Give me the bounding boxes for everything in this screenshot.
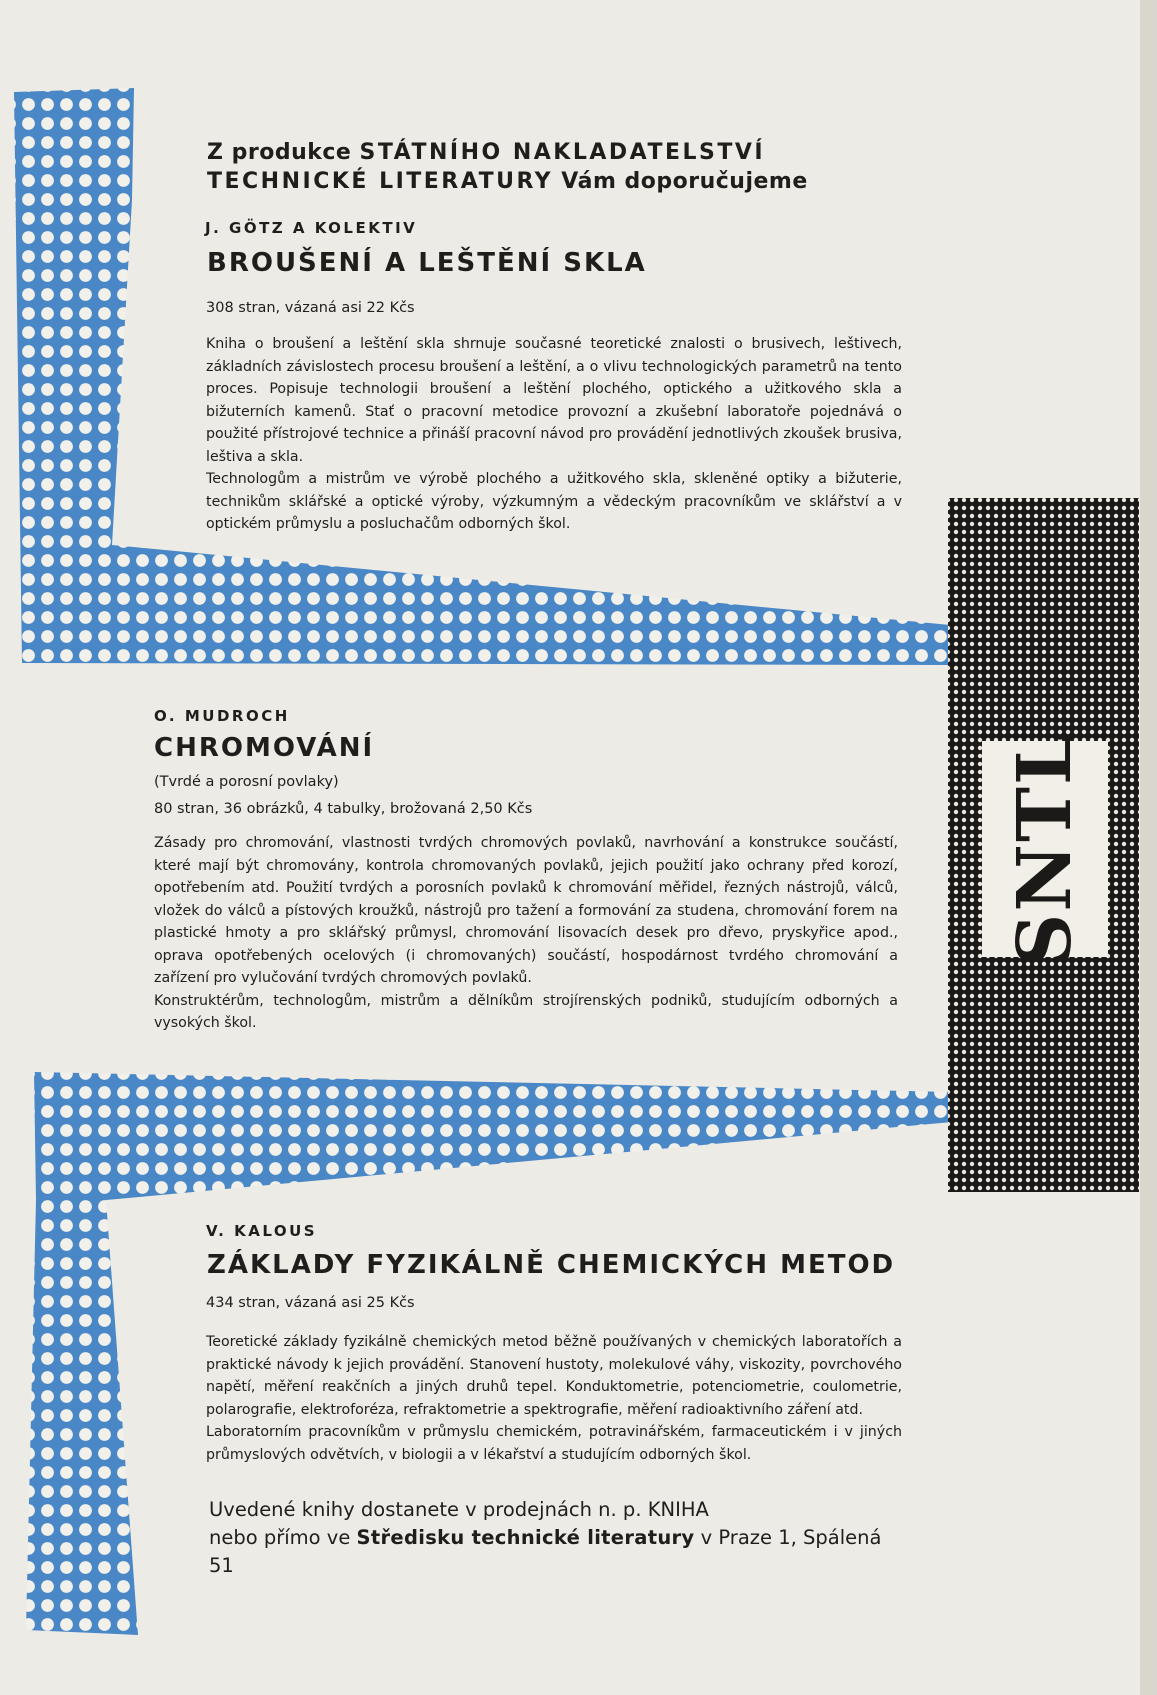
book-3-description-paragraph: Teoretické základy fyzikálně chemických metod běžně používaných v chemických laboratořích a praktické návody k jejich provádění. Stanovení hustoty, molekulové váhy, viskozity, povrchového napětí, měření reakčních a jiných druhů tepel. Konduktometrie, potenciometrie, coulometrie, polarografie, elektroforéza, refraktometrie a spektrografie, měření radioaktivního záření atd. bbox=[206, 1334, 902, 1418]
header-suffix: Vám doporučujeme bbox=[561, 169, 808, 194]
book-2-meta: 80 stran, 36 obrázků, 4 tabulky, brožovaná 2,50 Kčs bbox=[154, 801, 533, 817]
book-1-description-paragraph: Kniha o broušení a leštění skla shrnuje současné teoretické znalosti o brusivech, leštivech, základních závislostech procesu broušení a leštění, a o vlivu technologických parametrů na tento proces. Popisuje technologii broušení a leštění plochého, optického a užitkového skla a bižuterních kamenů. Stať o pracovní metodice provozní a zkušební laboratoře pojednává o použité přístrojové technice a přináší pracovní návod pro provádění jednotlivých zkoušek brusiva, leštiva a skla. bbox=[206, 336, 902, 465]
footer-address: v Praze 1, Spálená 51 bbox=[209, 1526, 882, 1577]
footer-line-2 bbox=[209, 1524, 909, 1580]
sntl-logo bbox=[982, 730, 1108, 968]
book-3-description bbox=[206, 1331, 902, 1466]
book-2-description-paragraph: Zásady pro chromování, vlastnosti tvrdých chromových povlaků, navrhování a konstrukce součástí, které mají být chromovány, kontrola chromovaných povlaků, jejich použití jako ochrany před korozí, opotřebením atd. Použití tvrdých a porosních povlaků k chromování měřidel, řezných nástrojů, válců, vložek do válců a pístových kroužků, nástrojů pro tažení a formování za studena, chromování forem na plastické hmoty a pro sklářský průmysl, chromování lisovacích desek pro dřevo, pryskyřice apod., oprava opotřebených ocelových (i chromovaných) součástí, hospodárnost tvrdého chromování a zařízení pro vylučování tvrdých chromových povlaků. bbox=[154, 835, 898, 986]
header-publisher-name: STÁTNÍHO NAKLADATELSTVÍ bbox=[359, 140, 766, 165]
book-1-title: BROUŠENÍ A LEŠTĚNÍ SKLA bbox=[207, 248, 647, 278]
book-3-meta: 434 stran, vázaná asi 25 Kčs bbox=[206, 1295, 415, 1311]
book-2-description-paragraph: Konstruktérům, technologům, mistrům a dělníkům strojírenských podniků, studujícím odborných a vysokých škol. bbox=[154, 992, 898, 1031]
book-2-title: CHROMOVÁNÍ bbox=[154, 733, 375, 763]
book-2-description bbox=[154, 832, 898, 1035]
book-3-author: V. KALOUS bbox=[206, 1222, 318, 1240]
book-3-title: ZÁKLADY FYZIKÁLNĚ CHEMICKÝCH METOD bbox=[207, 1250, 896, 1280]
book-3-description-paragraph: Laboratorním pracovníkům v průmyslu chemickém, potravinářském, farmaceutickém i v jiných průmyslových odvětvích, v biologii a v lékařství a studujícím odborných škol. bbox=[206, 1424, 902, 1463]
book-1-description-paragraph: Technologům a mistrům ve výrobě plochého a užitkového skla, skleněné optiky a bižuterie, technikům sklářské a optické výroby, výzkumným a vědeckým pracovníkům ve sklářství a v optickém průmyslu a posluchačům odborných škol. bbox=[206, 471, 902, 532]
page-edge-shadow bbox=[1140, 0, 1157, 1695]
book-2-subtitle: (Tvrdé a porosní povlaky) bbox=[154, 774, 339, 790]
book-1-description bbox=[206, 333, 902, 536]
footer-line-1: Uvedené knihy dostanete v prodejnách n. p. KNIHA bbox=[209, 1498, 709, 1521]
header-line-1 bbox=[207, 138, 765, 168]
header-prefix: Z produkce bbox=[207, 140, 352, 165]
footer-store-name: Středisku technické literatury bbox=[356, 1526, 695, 1549]
footer bbox=[209, 1496, 909, 1580]
header-line-2 bbox=[207, 167, 808, 197]
book-1-meta: 308 stran, vázaná asi 22 Kčs bbox=[206, 300, 415, 316]
sntl-logo-text: SNTL bbox=[1002, 730, 1088, 968]
footer-prefix: nebo přímo ve bbox=[209, 1526, 351, 1549]
book-2-author: O. MUDROCH bbox=[154, 707, 290, 725]
header-publisher-name-2: TECHNICKÉ LITERATURY bbox=[207, 169, 554, 194]
book-1-author: J. GÖTZ A KOLEKTIV bbox=[205, 219, 418, 237]
